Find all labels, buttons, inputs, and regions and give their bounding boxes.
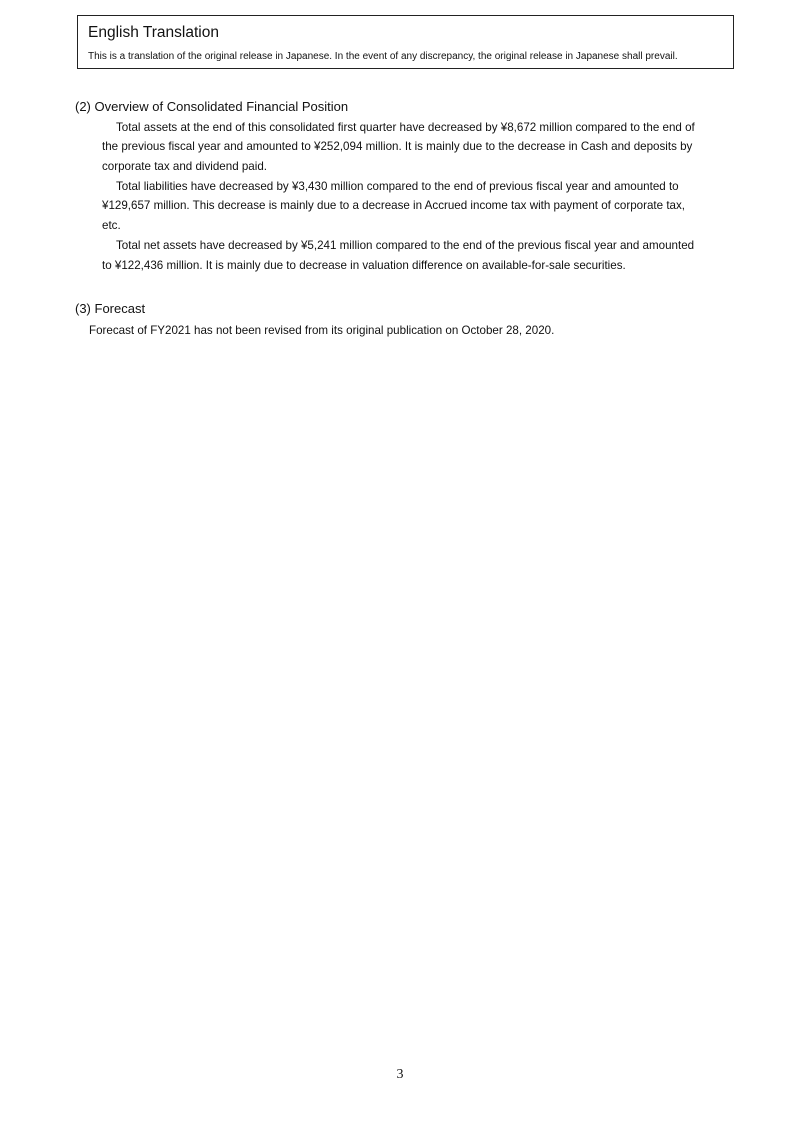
paragraph-line: etc. (102, 219, 121, 232)
paragraph-line: the previous fiscal year and amounted to ¥252,094 million. It is mainly due to the decrease in Cash and deposits by (102, 140, 693, 153)
section-heading-forecast: (3) Forecast (75, 301, 146, 316)
notice-disclaimer: This is a translation of the original release in Japanese. In the event of any discrepancy, the original release in Japanese shall prevail. (88, 51, 678, 62)
section-heading-financial-position: (2) Overview of Consolidated Financial Position (75, 99, 349, 114)
translation-notice-box (77, 15, 734, 69)
notice-title: English Translation (88, 24, 219, 41)
paragraph-line: corporate tax and dividend paid. (102, 160, 268, 173)
paragraph-line: Total net assets have decreased by ¥5,241 million compared to the end of the previous fiscal year and amounted (116, 239, 695, 252)
forecast-text: Forecast of FY2021 has not been revised from its original publication on October 28, 2020. (89, 324, 555, 337)
paragraph-line: Total liabilities have decreased by ¥3,430 million compared to the end of previous fiscal year and amounted to (116, 180, 679, 193)
paragraph-line: to ¥122,436 million. It is mainly due to decrease in valuation difference on available-for-sale securities. (102, 259, 626, 272)
paragraph-line: ¥129,657 million. This decrease is mainly due to a decrease in Accrued income tax with payment of corporate tax, (102, 199, 686, 212)
paragraph-line: Total assets at the end of this consolidated first quarter have decreased by ¥8,672 million compared to the end of (116, 121, 695, 134)
page-number: 3 (396, 1067, 404, 1082)
